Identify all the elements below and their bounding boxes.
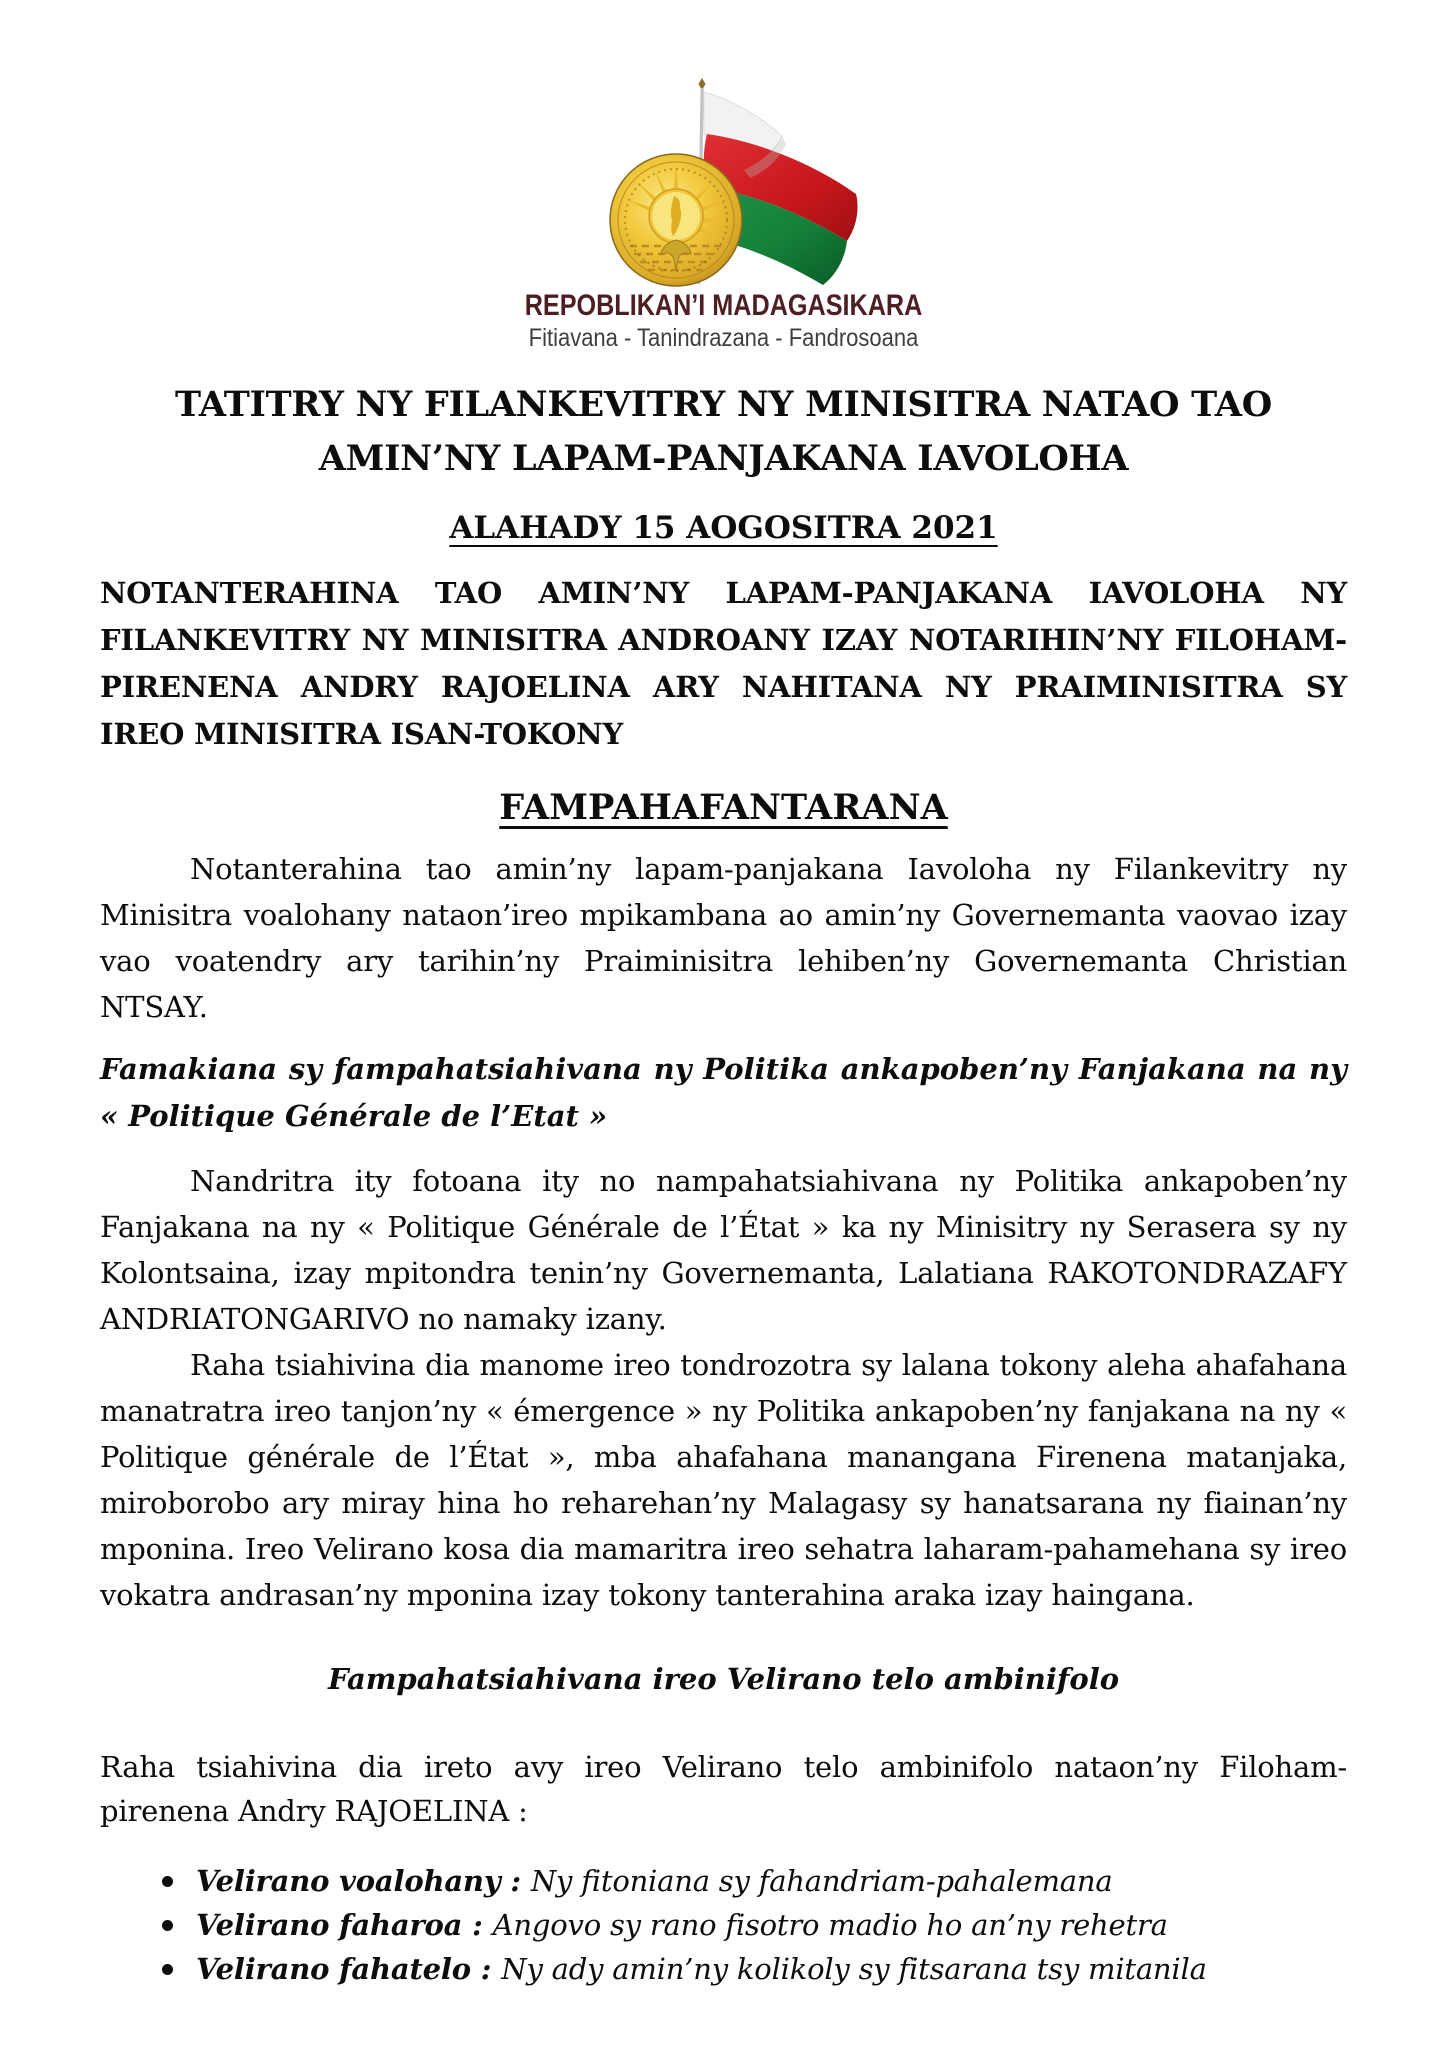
subheading-politika: Famakiana sy fampahatsiahivana ny Politika ankapoben’ny Fanjakana na ny « Politique Générale de l’Etat »: [100, 1051, 1347, 1133]
velirano-label: Velirano voalohany :: [196, 1863, 521, 1898]
velirano-text: Ny fitoniana sy fahandriam-pahalemana: [530, 1863, 1113, 1898]
logo-org-name: REPOBLIKAN’I MADAGASIKARA: [524, 289, 923, 322]
paragraph-2: Nandritra ity fotoana ity no nampahatsiahivana ny Politika ankapoben’ny Fanjakana na ny « Politique Générale de l’État » ka ny Minisitry ny Serasera sy ny Kolontsaina, izay mpitondra tenin’ny Governemanta, Lalatiana RAKOTONDRAZAFY ANDRIATONGARIVO no namaky izany.: [100, 1163, 1347, 1336]
velirano-text: Ny ady amin’ny kolikoly sy fitsarana tsy mitanila: [501, 1951, 1207, 1986]
velirano-list: [100, 1859, 1347, 1991]
document-title-line2: AMIN’NY LAPAM-PANJAKANA IAVOLOHA: [318, 438, 1129, 480]
document-title-line1: TATITRY NY FILANKEVITRY NY MINISITRA NATAO TAO: [175, 384, 1272, 426]
velirano-label: Velirano faharoa :: [196, 1907, 483, 1942]
document-title: [100, 378, 1347, 486]
date-heading: ALAHADY 15 AOGOSITRA 2021: [449, 509, 998, 546]
velirano-text: Angovo sy rano fisotro madio ho an’ny rehetra: [492, 1907, 1168, 1942]
logo-motto: Fitiavana - Tanindrazana - Fandrosoana: [528, 323, 919, 352]
velirano-item-2: [162, 1903, 1347, 1947]
subheading-velirano: Fampahatsiahivana ireo Velirano telo ambinifolo: [327, 1661, 1120, 1696]
velirano-item-1: [162, 1859, 1347, 1903]
letterhead: [100, 78, 1347, 352]
paragraph-1: Notanterahina tao amin’ny lapam-panjakana Iavoloha ny Filankevitry ny Minisitra voalohany nataon’ireo mpikambana ao amin’ny Governemanta vaovao izay vao voatendry ary tarihin’ny Praiminisitra lehiben’ny Governemanta Christian NTSAY.: [100, 851, 1347, 1024]
paragraph-4: Raha tsiahivina dia ireto avy ireo Velirano telo ambinifolo nataon’ny Filoham-pirenena Andry RAJOELINA :: [100, 1749, 1347, 1828]
velirano-label: Velirano fahatelo :: [196, 1951, 492, 1986]
madagascar-emblem: [514, 78, 934, 290]
lead-paragraph: NOTANTERAHINA TAO AMIN’NY LAPAM-PANJAKANA IAVOLOHA NY FILANKEVITRY NY MINISITRA ANDROANY IZAY NOTARIHIN’NY FILOHAM-PIRENENA ANDRY RAJOELINA ARY NAHITANA NY PRAIMINISITRA SY IREO MINISITRA ISAN-TOKONY: [100, 575, 1347, 751]
velirano-item-3: [162, 1947, 1347, 1991]
section-heading: FAMPAHAFANTARANA: [499, 786, 948, 828]
paragraph-3: Raha tsiahivina dia manome ireo tondrozotra sy lalana tokony aleha ahafahana manatratra ireo tanjon’ny « émergence » ny Politika ankapoben’ny fanjakana na ny « Politique générale de l’État », mba ahafahana manangana Firenena matanjaka, miroborobo ary miray hina ho reharehan’ny Malagasy sy hanatsarana ny fiainan’ny mponina. Ireo Velirano kosa dia mamaritra ireo sehatra laharam-pahamehana sy ireo vokatra andrasan’ny mponina izay tokony tanterahina araka izay haingana.: [100, 1347, 1347, 1612]
